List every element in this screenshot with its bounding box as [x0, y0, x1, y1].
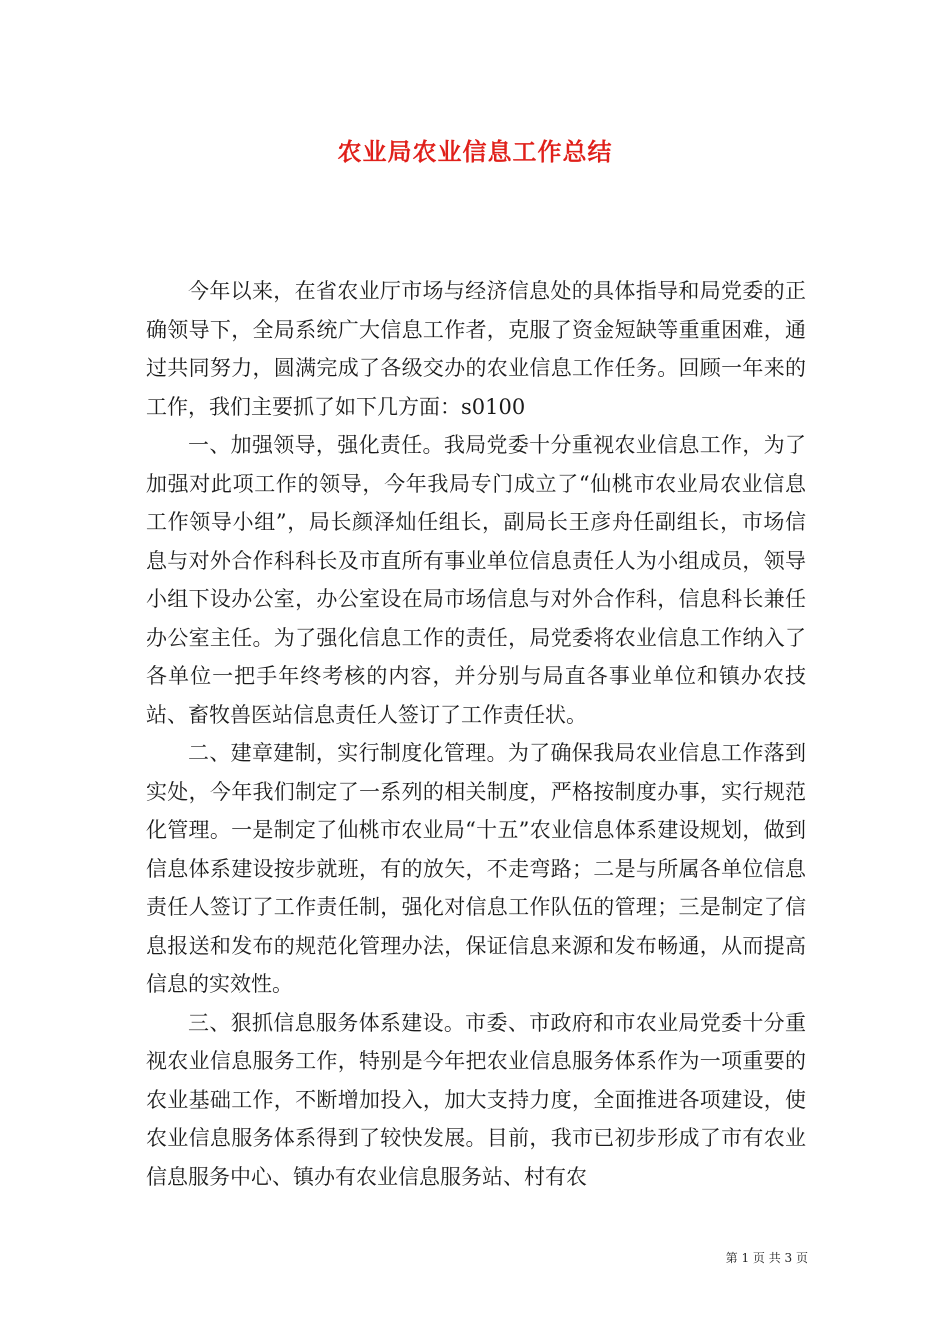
paragraph-leadership: 一、加强领导，强化责任。我局党委十分重视农业信息工作，为了加强对此项工作的领导，今年我局专门成立了“仙桃市农业局农业信息工作领导小组”，局长颜泽灿任组长，副局长王彦舟任副组长，市场信息与对外合作科科长及市直所有事业单位信息责任人为小组成员，领导小组下设办公室，办公室设在局市场信息与对外合作科，信息科长兼任办公室主任。为了强化信息工作的责任，局党委将农业信息工作纳入了各单位一把手年终考核的内容，并分别与局直各事业单位和镇办农技站、畜牧兽医站信息责任人签订了工作责任状。 [146, 433, 806, 727]
document-body [146, 272, 806, 1196]
document-title: 农业局农业信息工作总结 [337, 138, 613, 166]
paragraph-regulations: 二、建章建制，实行制度化管理。为了确保我局农业信息工作落到实处，今年我们制定了一系列的相关制度，严格按制度办事，实行规范化管理。一是制定了仙桃市农业局“十五”农业信息体系建设规划，做到信息体系建设按步就班，有的放矢，不走弯路；二是与所属各单位信息责任人签订了工作责任制，强化对信息工作队伍的管理；三是制定了信息报送和发布的规范化管理办法，保证信息来源和发布畅通，从而提高信息的实效性。 [146, 741, 806, 996]
paragraph-intro: 今年以来，在省农业厅市场与经济信息处的具体指导和局党委的正确领导下，全局系统广大信息工作者，克服了资金短缺等重重困难，通过共同努力，圆满完成了各级交办的农业信息工作任务。回顾一年来的工作，我们主要抓了如下几方面：s0100 [146, 279, 806, 419]
paragraph-service-system: 三、狠抓信息服务体系建设。市委、市政府和市农业局党委十分重视农业信息服务工作，特别是今年把农业信息服务体系作为一项重要的农业基础工作，不断增加投入，加大支持力度，全面推进各项建设，使农业信息服务体系得到了较快发展。目前，我市已初步形成了市有农业信息服务中心、镇办有农业信息服务站、村有农 [146, 1010, 806, 1189]
page-number-footer: 第 1 页 共 3 页 [725, 1251, 808, 1265]
